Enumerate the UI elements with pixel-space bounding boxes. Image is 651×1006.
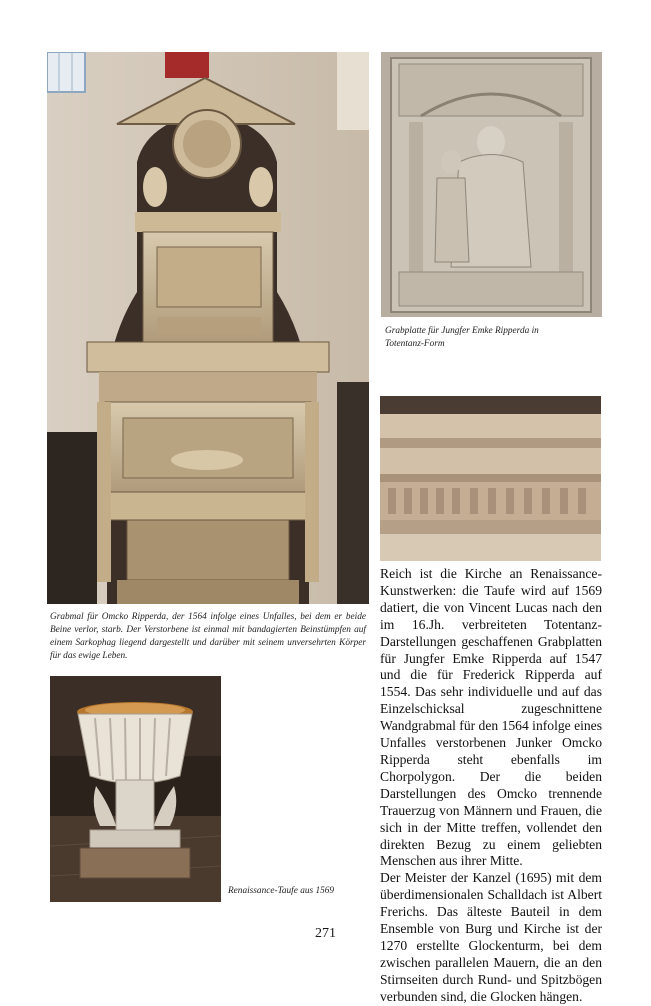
page-number: 271 [315, 926, 336, 941]
body-paragraph-1: Reich ist die Kirche an Renaissance-Kunstwerken: die Taufe wird auf 1569 datiert, die von Vincent Lucas nach den im 16.Jh. verbreiteten Totentanz-Darstellungen geschaffenen Grabplatten für Jungfer Emke Ripperda auf 1547 und die für Frederick Ripperda auf 1554. Das sehr individuelle und auf das Einzelschicksal zugeschnittene Wandgrabmal für den 1564 infolge eines Unfalles verstorbenen Junker Omcko Ripperda steht ebenfalls im Chorpolygon. Der die beiden Darstellungen des Omcko trennende Trauerzug von Männern und Frauen, die sich in der Mitte treffen, vollendet den direkten Bezug zu einem geliebten Menschen aus ihrer Mitte. [380, 566, 602, 869]
grabplatte-photo [381, 52, 602, 317]
body-paragraph-2: Der Meister der Kanzel (1695) mit dem überdimensionalen Schalldach ist Albert Frerichs. Das älteste Bauteil in dem Ensemble von Burg und Kirche ist der 1270 erstellte Glockenturm, bei dem zwischen parallelen Mauern, die an den Stirnseiten durch Rund- und Spitzbögen verbunden sind, die Glocken hängen. [380, 870, 602, 1004]
grabmal-photo [47, 52, 369, 604]
taufe-caption: Renaissance-Taufe aus 1569 [228, 886, 335, 896]
taufe-photo [50, 676, 221, 902]
grabplatte-caption: Grabplatte für Jungfer Emke Ripperda in Totentanz-Form [385, 326, 539, 349]
grabmal-caption: Grabmal für Omcko Ripperda, der 1564 infolge eines Unfalles, bei dem er beide Beine verlor, starb. Der Verstorbene ist einmal mit bandagierten Beinstümpfen auf einem Sarkophag liegend dargestellt und darüber mit seinem unversehrten Körper für das ewige Leben. [50, 612, 366, 661]
relief-photo [380, 396, 601, 561]
